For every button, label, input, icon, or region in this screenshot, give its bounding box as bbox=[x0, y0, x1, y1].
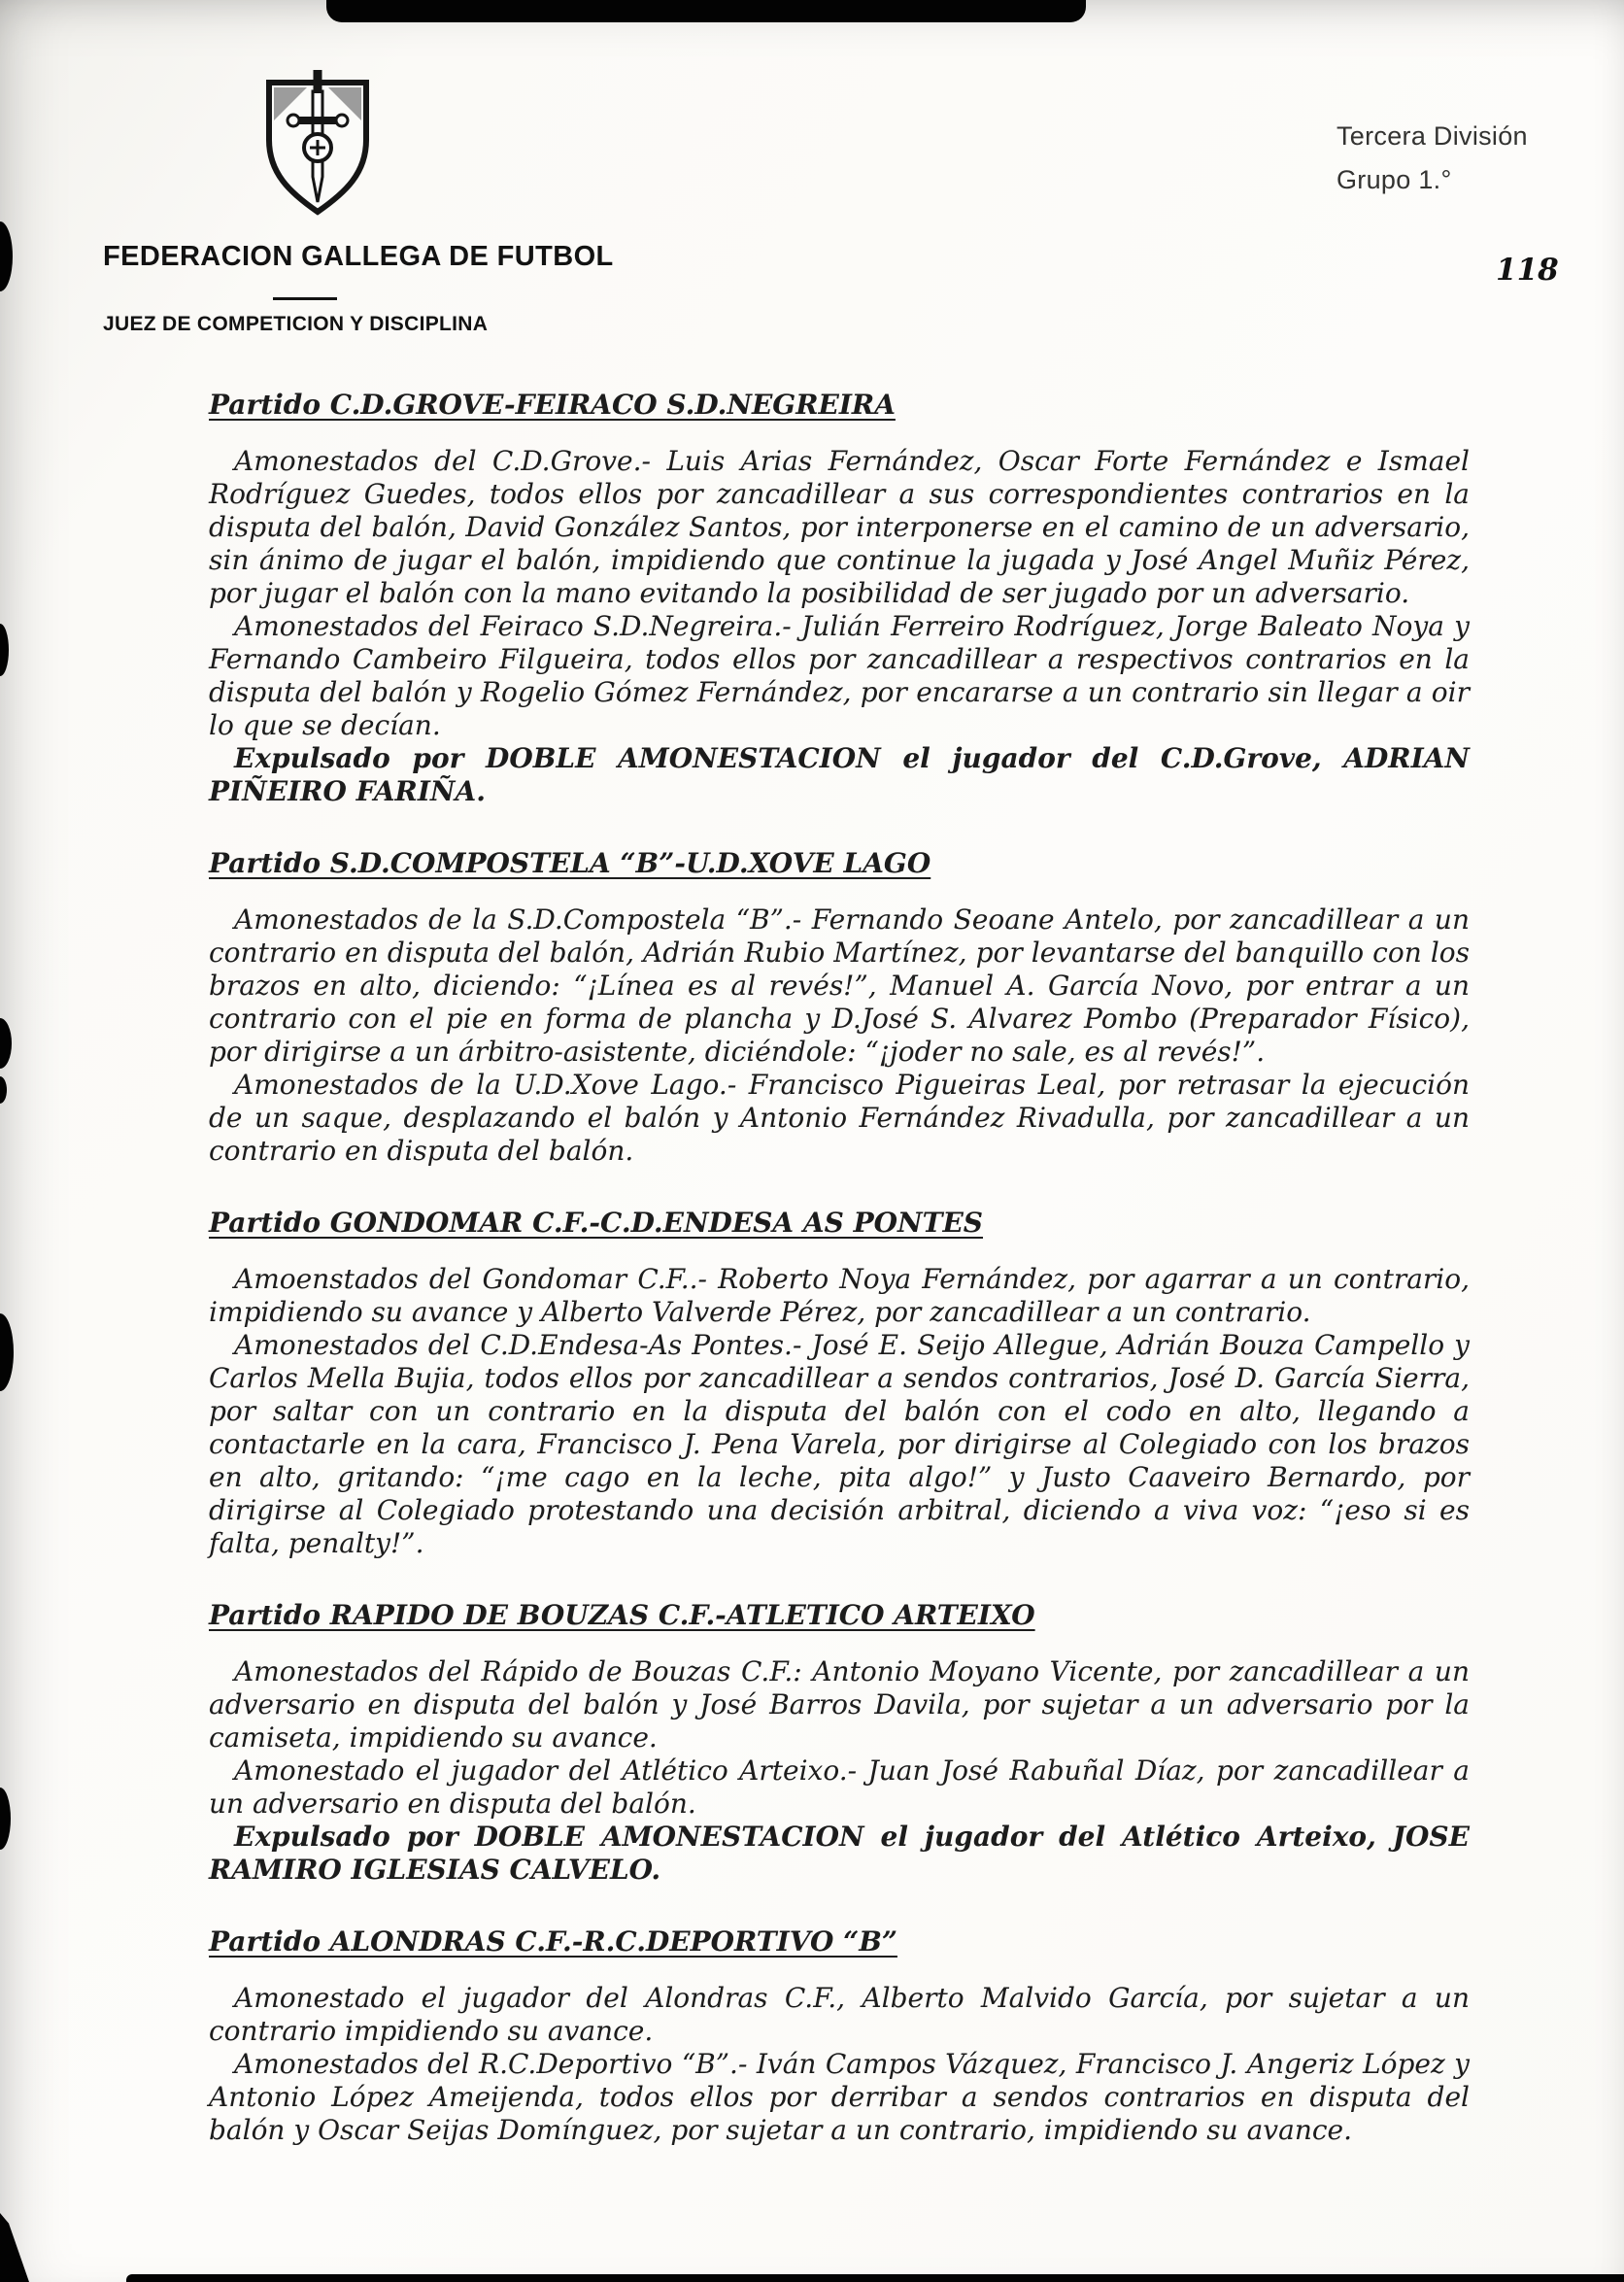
body-paragraph: Amonestados del C.D.Grove.- Luis Arias Fernández, Oscar Forte Fernández e Ismael Rodríguez Guedes, todos ellos por zancadillear a sus correspondientes contrarios en la disputa del balón, David González Santos, por interponerse en el camino de un adversario, sin ánimo de jugar el balón, impidiendo que continue la jugada y José Angel Muñiz Pérez, por jugar el balón con la mano evitando la posibilidad de ser jugado por un adversario. bbox=[209, 445, 1470, 609]
scan-artifact-bottom-line bbox=[126, 2274, 1624, 2282]
division-label: Tercera División bbox=[1336, 121, 1528, 151]
body-paragraph: Amonestado el jugador del Atlético Arteixo.- Juan José Rabuñal Díaz, por zancadillear a un adversario en disputa del balón. bbox=[209, 1754, 1470, 1820]
group-label: Grupo 1.° bbox=[1336, 165, 1452, 194]
body-paragraph: Amonestados del C.D.Endesa-As Pontes.- José E. Seijo Allegue, Adrián Bouza Campello y Carlos Mella Bujia, todos ellos por zancadillear a sendos contrarios, José D. García Sierra, por saltar con un contrario en la disputa del balón con el codo en alto, llegando a contactarle en la cara, Francisco J. Pena Varela, por dirigirse al Colegiado con los brazos en alto, gritando: “¡me cago en la leche, pita algo!” y Justo Caaveiro Bernardo, por dirigirse al Colegiado protestando una decisión arbitral, diciendo a viva voz: “¡eso si es falta, penalty!”. bbox=[209, 1329, 1470, 1559]
competition-info bbox=[1336, 115, 1528, 202]
body-paragraph: Amonestados del Rápido de Bouzas C.F.: Antonio Moyano Vicente, por zancadillear a un adversario en disputa del balón y José Barros Davila, por sujetar a un adversario por la camiseta, impidiendo su avance. bbox=[209, 1655, 1470, 1754]
match-title: Partido S.D.COMPOSTELA “B”-U.D.XOVE LAGO bbox=[209, 847, 931, 879]
federation-crest-icon bbox=[260, 68, 375, 222]
body-paragraph: Amonestado el jugador del Alondras C.F., Alberto Malvido García, por sujetar a un contrario impidiendo su avance. bbox=[209, 1982, 1470, 2047]
scan-artifact-bottom-corner bbox=[0, 2213, 29, 2282]
match-title: Partido RAPIDO DE BOUZAS C.F.-ATLETICO ARTEIXO bbox=[209, 1599, 1035, 1631]
organization-divider bbox=[273, 297, 337, 300]
match-title: Partido GONDOMAR C.F.-C.D.ENDESA AS PONTES bbox=[209, 1207, 984, 1239]
match-section bbox=[209, 389, 1470, 808]
scan-artifact-left-edge bbox=[0, 1313, 14, 1391]
body-paragraph: Amonestados del Feiraco S.D.Negreira.- Julián Ferreiro Rodríguez, Jorge Baleato Noya y Fernando Cambeiro Filgueira, todos ellos por zancadillear a respectivos contrarios en la disputa del balón y Rogelio Gómez Fernández, por encararse a un contrario sin llegar a oir lo que se decían. bbox=[209, 610, 1470, 741]
sections-container bbox=[209, 389, 1470, 2147]
scan-artifact-left-edge bbox=[0, 1076, 7, 1104]
disciplinary-report bbox=[209, 389, 1470, 2147]
organization-title: FEDERACION GALLEGA DE FUTBOL bbox=[103, 241, 614, 272]
scan-artifact-left-edge bbox=[0, 624, 9, 676]
sanction-paragraph: Expulsado por DOBLE AMONESTACION el jugador del C.D.Grove, ADRIAN PIÑEIRO FARIÑA. bbox=[209, 742, 1470, 807]
body-paragraph: Amonestados de la U.D.Xove Lago.- Francisco Pigueiras Leal, por retrasar la ejecución de un saque, desplazando el balón y Antonio Fernández Rivadulla, por zancadillear a un contrario en disputa del balón. bbox=[209, 1069, 1470, 1167]
body-paragraph: Amonestados del R.C.Deportivo “B”.- Iván Campos Vázquez, Francisco J. Angeriz López y Antonio López Ameijenda, todos ellos por derribar a sendos contrarios en disputa del balón y Oscar Seijas Domínguez, por sujetar a un contrario, impidiendo su avance. bbox=[209, 2048, 1470, 2146]
body-paragraph: Amoenstados del Gondomar C.F..- Roberto Noya Fernández, por agarrar a un contrario, impidiendo su avance y Alberto Valverde Pérez, por zancadillear a un contrario. bbox=[209, 1263, 1470, 1328]
sanction-paragraph: Expulsado por DOBLE AMONESTACION el jugador del Atlético Arteixo, JOSE RAMIRO IGLESIAS CALVELO. bbox=[209, 1821, 1470, 1886]
page-number: 118 bbox=[1496, 253, 1559, 288]
scan-artifact-left-edge bbox=[0, 221, 13, 291]
scan-artifact-top-bar bbox=[326, 0, 1086, 22]
match-title: Partido C.D.GROVE-FEIRACO S.D.NEGREIRA bbox=[209, 389, 896, 421]
match-section bbox=[209, 1207, 1470, 1560]
match-section bbox=[209, 1925, 1470, 2147]
body-paragraph: Amonestados de la S.D.Compostela “B”.- Fernando Seoane Antelo, por zancadillear a un contrario en disputa del balón, Adrián Rubio Martínez, por levantarse del banquillo con los brazos en alto, diciendo: “¡Línea es al revés!”, Manuel A. García Novo, por entrar a un contrario con el pie en forma de plancha y D.José S. Alvarez Pombo (Preparador Físico), por dirigirse a un árbitro-asistente, diciéndole: “¡joder no sale, es al revés!”. bbox=[209, 903, 1470, 1068]
scan-artifact-left-edge bbox=[0, 1018, 12, 1069]
department-title: JUEZ DE COMPETICION Y DISCIPLINA bbox=[103, 313, 489, 335]
scan-artifact-left-edge bbox=[0, 1788, 11, 1850]
match-title: Partido ALONDRAS C.F.-R.C.DEPORTIVO “B” bbox=[209, 1925, 897, 1958]
match-section bbox=[209, 847, 1470, 1168]
match-section bbox=[209, 1599, 1470, 1887]
